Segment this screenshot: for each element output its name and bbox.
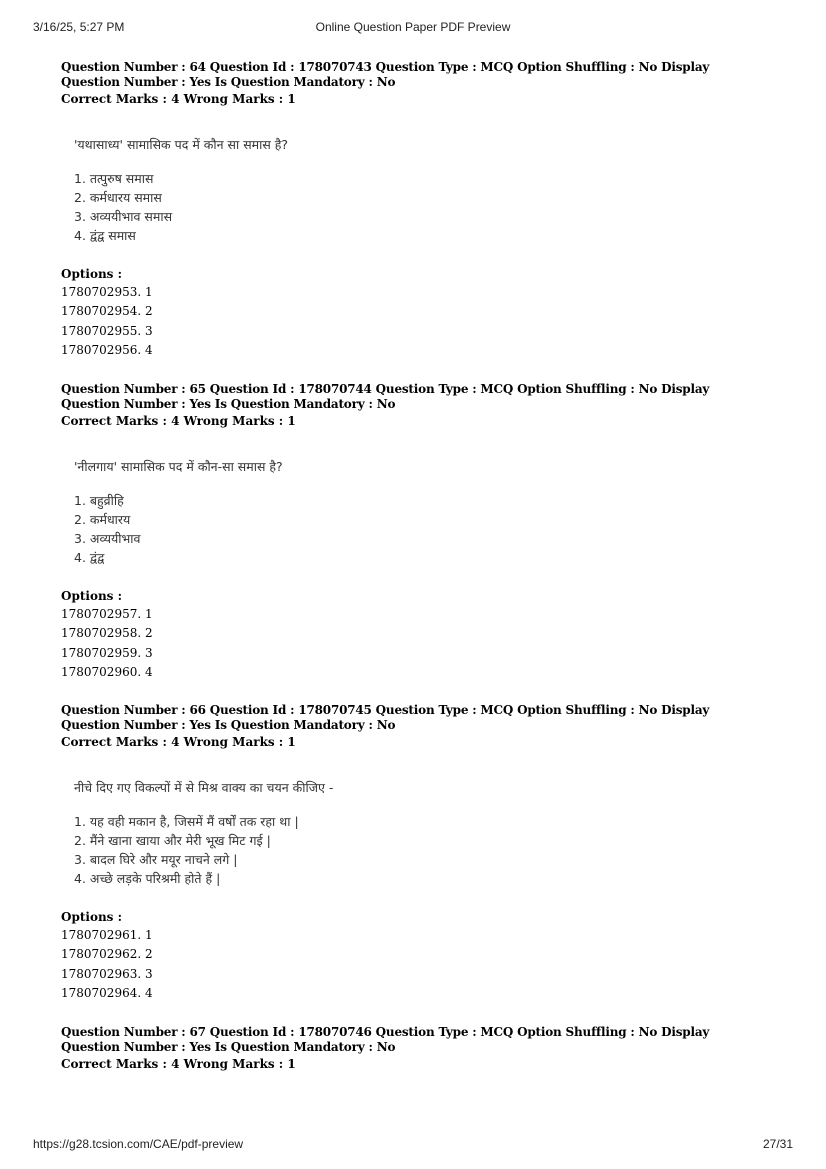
options-label: Options : [61, 589, 123, 603]
option-id-row: 1780702960. 4 [61, 664, 153, 679]
option-id-row: 1780702964. 4 [61, 985, 153, 1000]
question-text: 'नीलगाय' सामासिक पद में कौन-सा समास है? [74, 459, 283, 474]
option-id-row: 1780702957. 1 [61, 607, 153, 621]
options-label: Options : [61, 267, 123, 281]
question-64 [61, 60, 751, 360]
option-id-row: 1780702962. 2 [61, 947, 153, 962]
question-body [74, 780, 751, 888]
question-text: 'यथासाध्य' सामासिक पद में कौन सा समास है? [74, 137, 289, 152]
option-id-row: 1780702956. 4 [61, 342, 153, 357]
print-header [33, 20, 793, 36]
choice-item: 3. अव्ययीभाव समास [74, 209, 173, 224]
question-66 [61, 703, 751, 1003]
options-section [61, 908, 751, 1003]
options-section [61, 587, 751, 682]
question-marks: Correct Marks : 4 Wrong Marks : 1 [61, 735, 296, 749]
option-id-row: 1780702955. 3 [61, 323, 153, 338]
question-meta: Question Number : 67 Question Id : 178070746 Question Type : MCQ Option Shuffling : No Display Question Number : Yes Is Question Mandatory : No [61, 1025, 710, 1054]
choice-item: 1. यह वही मकान है, जिसमें मैं वर्षों तक रहा था | [74, 814, 299, 829]
choice-item: 3. अव्ययीभाव [74, 531, 141, 546]
question-meta: Question Number : 66 Question Id : 178070745 Question Type : MCQ Option Shuffling : No Display Question Number : Yes Is Question Mandatory : No [61, 703, 710, 732]
question-meta: Question Number : 64 Question Id : 178070743 Question Type : MCQ Option Shuffling : No Display Question Number : Yes Is Question Mandatory : No [61, 60, 710, 89]
print-title: Online Question Paper PDF Preview [315, 20, 511, 34]
choice-item: 1. तत्पुरुष समास [74, 171, 154, 186]
question-text: नीचे दिए गए विकल्पों में से मिश्र वाक्य का चयन कीजिए - [74, 780, 334, 795]
choice-item: 2. मैंने खाना खाया और मेरी भूख मिट गई | [74, 833, 271, 848]
choice-item: 3. बादल घिरे और मयूर नाचने लगे | [74, 852, 238, 867]
page-url: https://g28.tcsion.com/CAE/pdf-preview [33, 1137, 244, 1151]
question-marks: Correct Marks : 4 Wrong Marks : 1 [61, 92, 296, 106]
option-id-row: 1780702959. 3 [61, 645, 153, 660]
choice-item: 2. कर्मधारय समास [74, 190, 162, 205]
option-id-row: 1780702963. 3 [61, 966, 153, 981]
options-label: Options : [61, 910, 123, 924]
question-meta: Question Number : 65 Question Id : 178070744 Question Type : MCQ Option Shuffling : No Display Question Number : Yes Is Question Mandatory : No [61, 382, 710, 411]
choice-item: 4. द्वंद्व समास [74, 228, 136, 243]
question-marks: Correct Marks : 4 Wrong Marks : 1 [61, 1057, 296, 1071]
question-body [74, 459, 751, 567]
option-id-row: 1780702954. 2 [61, 304, 153, 319]
page-number: 27/31 [762, 1137, 793, 1151]
options-section [61, 265, 751, 360]
option-id-row: 1780702953. 1 [61, 285, 153, 299]
choice-list [74, 169, 751, 245]
print-footer [33, 1137, 793, 1153]
choice-list [74, 812, 751, 888]
option-id-row: 1780702958. 2 [61, 626, 153, 641]
choice-list [74, 491, 751, 567]
print-datetime: 3/16/25, 5:27 PM [33, 20, 125, 34]
choice-item: 4. द्वंद्व [74, 550, 105, 565]
choice-item: 2. कर्मधारय [74, 512, 131, 527]
question-67 [61, 1025, 751, 1072]
option-id-row: 1780702961. 1 [61, 928, 153, 942]
question-body [74, 137, 751, 245]
choice-item: 4. अच्छे लड़के परिश्रमी होते हैं | [74, 871, 221, 886]
choice-item: 1. बहुव्रीहि [74, 493, 124, 508]
question-65 [61, 382, 751, 682]
question-marks: Correct Marks : 4 Wrong Marks : 1 [61, 414, 296, 428]
